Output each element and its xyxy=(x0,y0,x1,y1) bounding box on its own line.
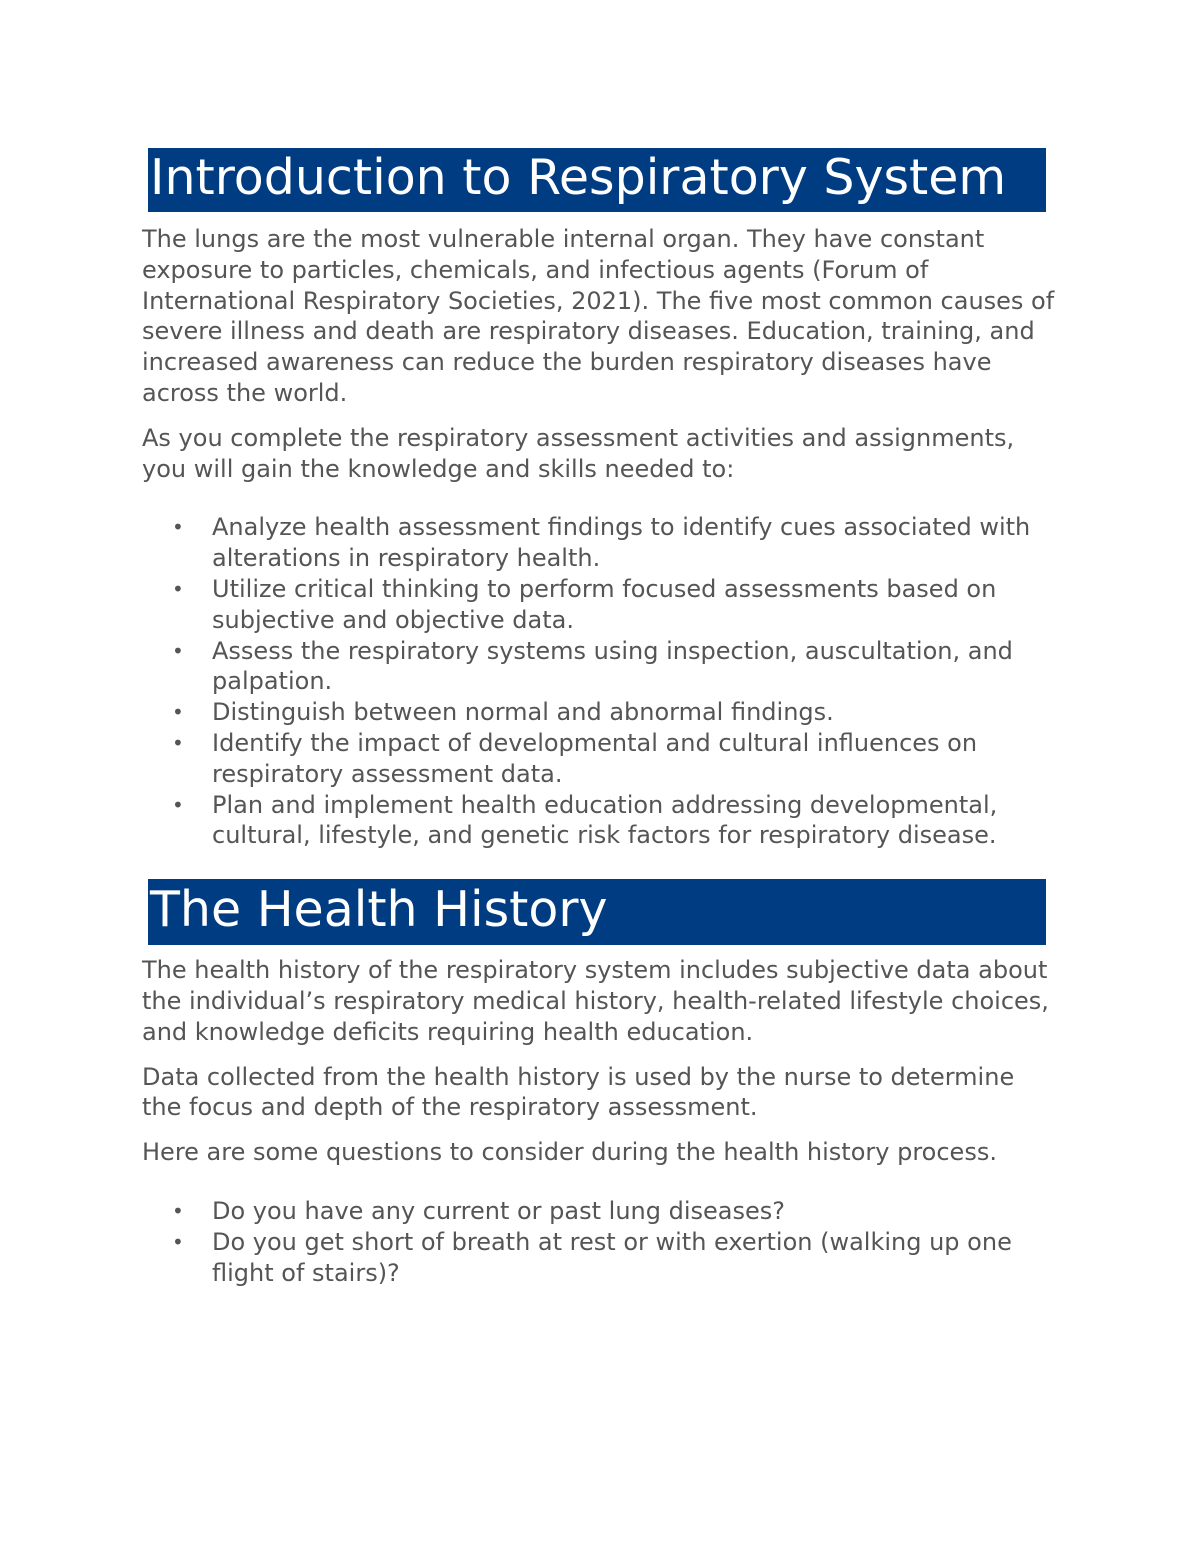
bullet-icon: • xyxy=(172,515,184,540)
document-page xyxy=(142,148,1060,1288)
health-history-paragraph: The health history of the respiratory system includes subjective data about the individual’s respiratory medical history, health-related lifestyle choices, and knowledge deficits requiring health education. xyxy=(142,956,1049,1046)
bullet-icon: • xyxy=(172,700,184,725)
bullet-icon: • xyxy=(172,576,184,601)
list-item: • Plan and implement health education addressing developmental, cultural, lifestyle, and genetic risk factors for respiratory disease. xyxy=(172,790,998,850)
list-item: • Utilize critical thinking to perform focused assessments based on subjective and objective data. xyxy=(172,574,997,634)
objectives-lead-paragraph: As you complete the respiratory assessment activities and assignments, you will gain the knowledge and skills needed to: xyxy=(142,423,1015,483)
bullet-icon: • xyxy=(172,638,184,663)
questions-lead-paragraph: Here are some questions to consider during the health history process. xyxy=(142,1138,997,1167)
intro-paragraph: The lungs are the most vulnerable internal organ. They have constant exposure to particles, chemicals, and infectious agents (Forum of International Respiratory Societies, 2021). The five most common causes of severe illness and death are respiratory diseases. Education, training, and increased awareness can reduce the burden respiratory diseases have across the world. xyxy=(142,225,1055,407)
questions-list xyxy=(142,1196,1060,1288)
list-item: • Distinguish between normal and abnormal findings. xyxy=(172,698,834,727)
data-collected-paragraph: Data collected from the health history is used by the nurse to determine the focus and depth of the respiratory assessment. xyxy=(142,1062,1015,1122)
list-item: • Identify the impact of developmental and cultural influences on respiratory assessment data. xyxy=(172,728,978,788)
bullet-icon: • xyxy=(172,730,184,755)
list-item: • Analyze health assessment findings to identify cues associated with alterations in respiratory health. xyxy=(172,513,1031,573)
section-heading-health-history: The Health History xyxy=(148,879,1046,945)
list-item: • Assess the respiratory systems using inspection, auscultation, and palpation. xyxy=(172,636,1013,696)
bullet-icon: • xyxy=(172,1229,184,1254)
bullet-icon: • xyxy=(172,792,184,817)
bullet-icon: • xyxy=(172,1198,184,1223)
list-item: • Do you get short of breath at rest or with exertion (walking up one flight of stairs)? xyxy=(172,1227,1012,1287)
list-item: • Do you have any current or past lung diseases? xyxy=(172,1196,785,1225)
section-heading-intro: Introduction to Respiratory System xyxy=(148,148,1046,212)
objectives-list xyxy=(142,512,1060,851)
